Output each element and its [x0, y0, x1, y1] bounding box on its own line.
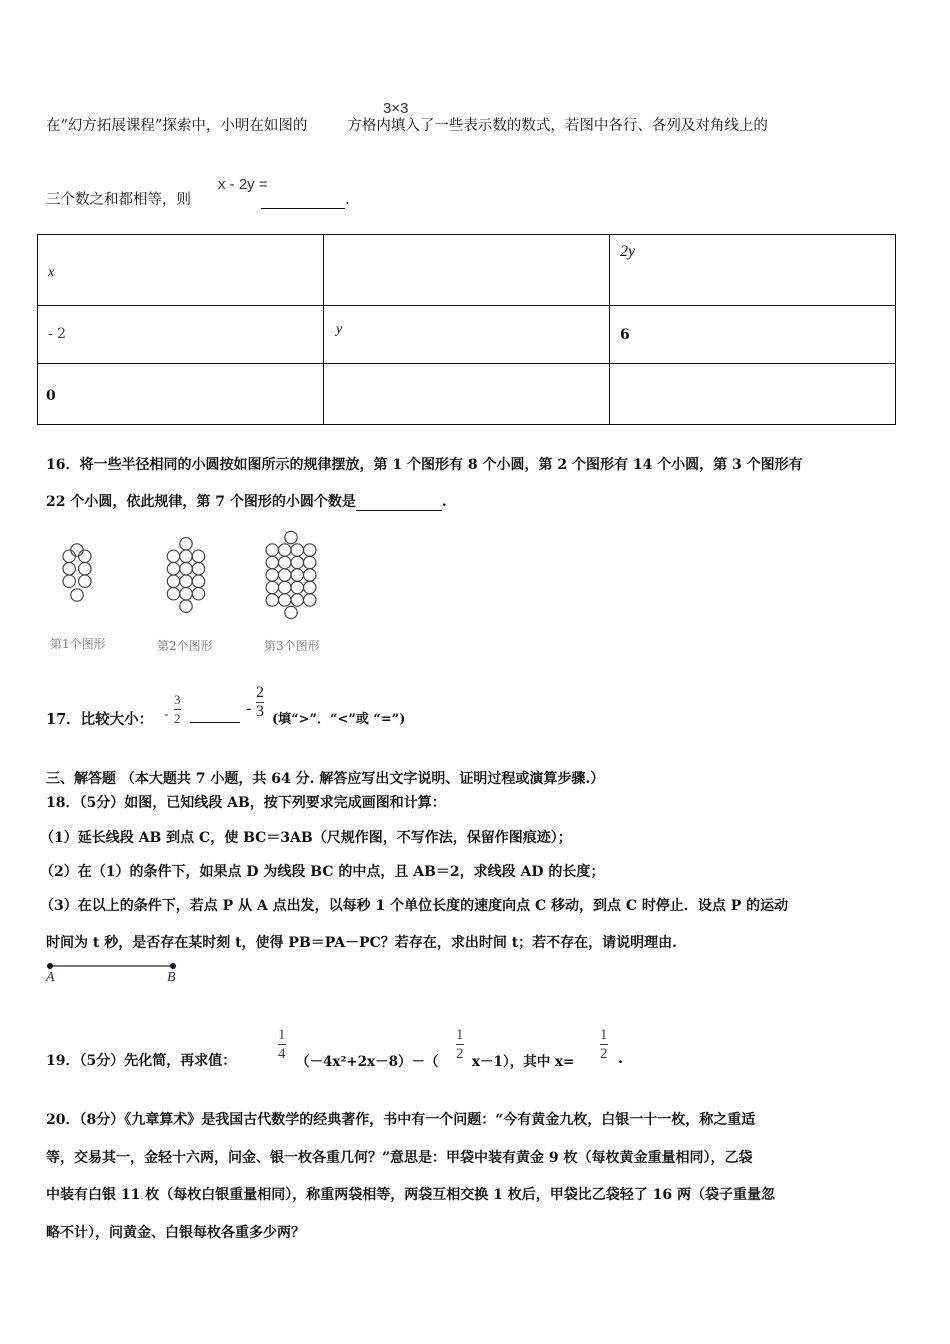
- circle-figure-3: [266, 531, 316, 618]
- cell-text: y: [336, 322, 343, 337]
- small-circle: [192, 563, 204, 575]
- small-circle: [279, 544, 291, 556]
- small-circle: [63, 575, 75, 587]
- small-circle: [291, 544, 303, 556]
- q18-part3: （3）在以上的条件下，若点 P 从 A 点出发，以每秒 1 个单位长度的速度向点 C 移动，到点 C 时停止．设点 P 的运动: [40, 898, 789, 914]
- q20-line3: 中装有白银 11 枚（每枚白银重量相同），称重两袋相等，两袋互相交换 1 枚后，甲袋比乙袋轻了 16 两（袋子重量忽: [46, 1187, 775, 1203]
- small-circle: [63, 550, 75, 562]
- answer-blank[interactable]: [356, 496, 442, 511]
- segment-ab: [44, 960, 184, 972]
- sign: -: [246, 700, 252, 717]
- small-circle: [192, 575, 204, 587]
- q15-line1: [46, 114, 768, 135]
- small-circle: [180, 575, 192, 587]
- point-b-label: B: [167, 970, 176, 985]
- answer-blank[interactable]: [190, 710, 240, 723]
- q20-line1: 20．（8分）《九章算术》是我国古代数学的经典著作，书中有一个问题：“今有黄金九枚，白银一十一枚，称之重适: [46, 1112, 756, 1128]
- grid-size: 3×3: [383, 100, 409, 117]
- circle-figure-1: [63, 544, 91, 601]
- denominator: 4: [278, 1046, 286, 1062]
- answer-blank[interactable]: [261, 194, 345, 209]
- cell: [38, 235, 324, 306]
- cell: [610, 306, 896, 364]
- small-circle: [180, 588, 192, 600]
- magic-square-table: [37, 234, 896, 425]
- cell: [38, 364, 324, 425]
- numerator: 1: [278, 1027, 286, 1043]
- q15-line2: [46, 188, 350, 209]
- cell: [324, 364, 610, 425]
- circle-figure-2: [167, 538, 204, 613]
- figure-caption: 第3个图形: [264, 639, 320, 653]
- q16-text: 22 个小圆，依此规律，第 7 个图形的小圆个数是: [46, 494, 356, 510]
- q15-expression: x - 2y =: [218, 176, 268, 193]
- fraction: [278, 1027, 286, 1062]
- small-circle: [180, 550, 192, 562]
- small-circle: [63, 563, 75, 575]
- small-circle: [291, 569, 303, 581]
- q15-text3: 三个数之和都相等，则: [46, 192, 191, 208]
- small-circle: [291, 556, 303, 568]
- small-circle: [180, 600, 192, 612]
- denominator: 3: [256, 703, 264, 720]
- numerator: 2: [256, 684, 264, 701]
- q16-line2: [46, 491, 447, 511]
- sign: -: [164, 706, 169, 721]
- q17-label: 17．比较大小：: [46, 711, 154, 728]
- cell: [324, 235, 610, 306]
- small-circle: [71, 589, 83, 601]
- small-circle: [279, 581, 291, 593]
- small-circle: [279, 556, 291, 568]
- small-circle: [79, 550, 91, 562]
- small-circle: [291, 594, 303, 606]
- small-circle: [180, 538, 192, 550]
- q15-end: .: [345, 192, 350, 208]
- q18-part2: （2）在（1）的条件下，如果点 D 为线段 BC 的中点，且 AB＝2，求线段 AD 的长度；: [40, 864, 605, 880]
- numerator: 1: [600, 1027, 608, 1043]
- small-circle: [79, 575, 91, 587]
- small-circle: [279, 594, 291, 606]
- small-circle: [71, 544, 83, 556]
- numerator: 3: [174, 692, 181, 707]
- q17-hint: (填“>”．“<”或 “=”): [272, 712, 406, 727]
- small-circle: [279, 569, 291, 581]
- q19-end: .: [618, 1050, 624, 1067]
- small-circle: [266, 594, 278, 606]
- small-circle: [266, 569, 278, 581]
- small-circle: [192, 588, 204, 600]
- numerator: 1: [456, 1027, 464, 1043]
- section-heading: 三、解答题 （本大题共 7 小题，共 64 分. 解答应写出文字说明、证明过程或演算步骤.）: [46, 771, 605, 787]
- figure-caption: 第1个图形: [50, 637, 106, 651]
- cell: [324, 306, 610, 364]
- small-circle: [180, 563, 192, 575]
- q15-text2: 方格内填入了一些表示数的数式，若图中各行、各列及对角线上的: [347, 118, 768, 134]
- small-circle: [266, 581, 278, 593]
- denominator: 2: [456, 1046, 464, 1062]
- q15-text: 在“幻方拓展课程”探索中，小明在如图的: [46, 118, 308, 134]
- small-circle: [266, 556, 278, 568]
- q20-line2: 等，交易其一，金轻十六两，问金、银一枚各重几何？”意思是：甲袋中装有黄金 9 枚（每枚黄金重量相同），乙袋: [46, 1150, 753, 1166]
- small-circle: [304, 581, 316, 593]
- small-circle: [79, 563, 91, 575]
- point-a-label: A: [46, 970, 55, 985]
- small-circle: [285, 606, 297, 618]
- q16-end: .: [441, 494, 447, 510]
- small-circle: [304, 556, 316, 568]
- small-circle: [192, 550, 204, 562]
- q19-mid1: （－4x²+2x－8）－（: [296, 1054, 439, 1070]
- fraction: [456, 1027, 464, 1062]
- q16-line1: 16．将一些半径相同的小圆按如图所示的规律摆放，第 1 个图形有 8 个小圆，第 2 个图形有 14 个小圆，第 3 个图形有: [46, 457, 803, 473]
- fraction: [600, 1027, 608, 1062]
- denominator: 2: [600, 1046, 608, 1062]
- fraction-a: [166, 692, 181, 727]
- fraction-b: [246, 685, 264, 720]
- small-circle: [167, 588, 179, 600]
- cell: [610, 364, 896, 425]
- cell-text: 0: [46, 388, 56, 404]
- small-circle: [304, 569, 316, 581]
- q19-pre: 19．（5分）先化简，再求值：: [46, 1053, 237, 1069]
- small-circle: [266, 544, 278, 556]
- small-circle: [167, 563, 179, 575]
- q18-part1: （1）延长线段 AB 到点 C，使 BC＝3AB（尺规作图，不写作法，保留作图痕迹）；: [40, 830, 572, 846]
- q18-line1: 18．（5分）如图，已知线段 AB，按下列要求完成画图和计算：: [46, 795, 446, 811]
- cell: [610, 235, 896, 306]
- q18-part3-cont: 时间为 t 秒，是否存在某时刻 t，使得 PB＝PA－PC？若存在，求出时间 t；若不存在，请说明理由.: [46, 935, 678, 951]
- denominator: 2: [174, 711, 181, 726]
- small-circle: [304, 544, 316, 556]
- cell-text: - 2: [48, 326, 67, 342]
- small-circle: [167, 550, 179, 562]
- small-circle: [304, 594, 316, 606]
- q20-line4: 略不计），问黄金、白银每枚各重多少两？: [46, 1225, 305, 1241]
- small-circle: [291, 581, 303, 593]
- cell-text: 6: [620, 327, 630, 343]
- figure-caption: 第2个图形: [157, 639, 213, 653]
- small-circle: [167, 575, 179, 587]
- cell: [38, 306, 324, 364]
- q19-mid2: x－1），其中 x=: [472, 1054, 575, 1070]
- circle-pattern-figures: [0, 520, 360, 630]
- cell-text: x: [48, 265, 55, 280]
- small-circle: [285, 531, 297, 543]
- cell-text: 2y: [620, 243, 636, 260]
